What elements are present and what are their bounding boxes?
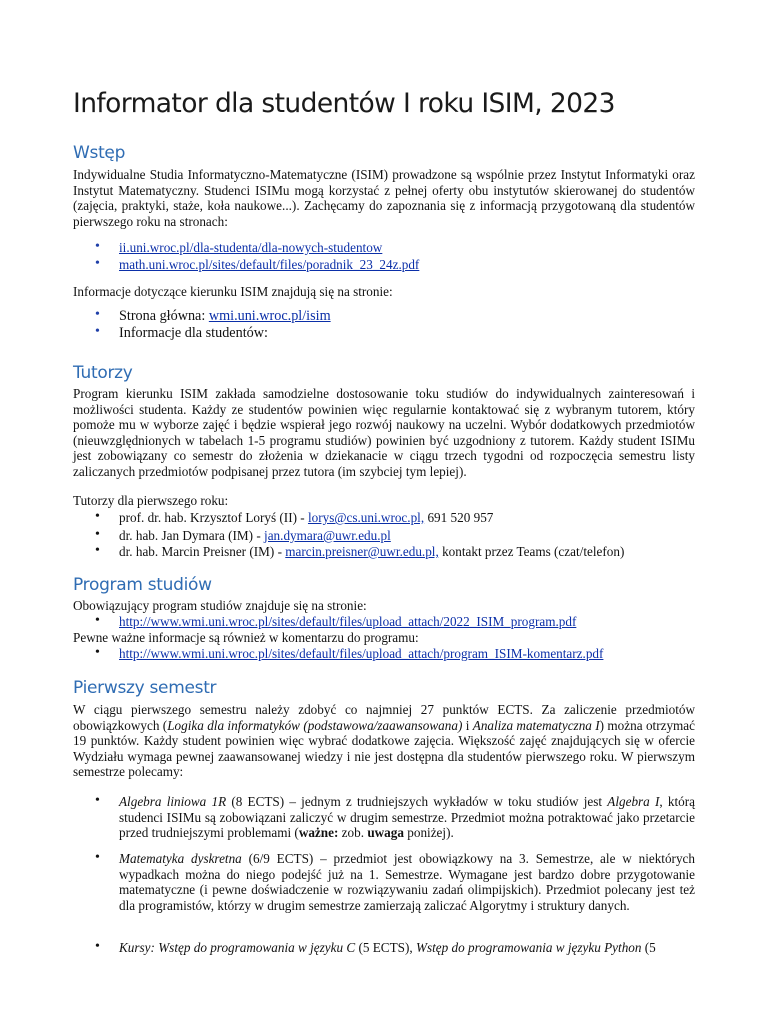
link-isim-home[interactable]: wmi.uni.wroc.pl/isim [208, 308, 331, 324]
course-item-programming: Kursy: Wstęp do programowania w języku C (5 ECTS), Wstęp do programowania w języku Python (5 [119, 940, 656, 955]
students-info-item: Informacje dla studentów: [119, 325, 268, 341]
bullet-icon: • [95, 793, 100, 808]
section-heading-tutorzy: Tutorzy [73, 363, 133, 383]
link-ii-new-students[interactable]: ii.uni.wroc.pl/dla-studenta/dla-nowych-studentow [119, 240, 383, 255]
bullet-icon: • [95, 543, 100, 558]
program-comment-line: Pewne ważne informacje są również w komentarzu do programu: [73, 630, 419, 645]
tutor-email-link[interactable]: marcin.preisner@uwr.edu.pl, [285, 544, 439, 559]
link-math-guide[interactable]: math.uni.wroc.pl/sites/default/files/poradnik_23_24z.pdf [119, 257, 420, 272]
home-page-item: Strona główna: wmi.uni.wroc.pl/isim [119, 308, 331, 324]
bullet-icon: • [95, 256, 100, 271]
bullet-icon: • [95, 509, 100, 524]
section-heading-wstep: Wstęp [73, 143, 126, 163]
bullet-icon: • [95, 307, 100, 322]
bullet-icon: • [95, 613, 100, 628]
semester-paragraph: W ciągu pierwszego semestru należy zdobyć co najmniej 27 punktów ECTS. Za zaliczenie przedmiotów obowiązkowych (Logika dla informatyków (podstawowa/zaawansowana) i Analiza matematyczna I) można otrzymać 19 punktów. Każdy student powinien więc wybrać dodatkowe zajęcia. Większość zajęć znajdujących się w ofercie Wydziału wymaga pewnej zaawansowanej wiedzy i nie jest dostępna dla studentów pierwszego roku. W pierwszym semestrze polecamy: [73, 702, 696, 780]
tutor-item: prof. dr. hab. Krzysztof Loryś (II) - lorys@cs.uni.wroc.pl, 691 520 957 [119, 510, 494, 525]
intro-paragraph: Indywidualne Studia Informatyczno-Matematyczne (ISIM) prowadzone są wspólnie przez Instytut Informatyki oraz Instytut Matematyczny. Studenci ISIMu mogą korzystać z pełnej oferty obu instytutów skierowanej do studentów (zajęcia, praktyki, staże, koła naukowe...). Zachęcamy do zapoznania się z informacją przygotowaną dla studentów pierwszego roku na stronach: [73, 167, 695, 229]
bullet-icon: • [95, 850, 100, 865]
tutor-item: dr. hab. Marcin Preisner (IM) - marcin.preisner@uwr.edu.pl, kontakt przez Teams (czat/telefon) [119, 544, 625, 559]
program-pdf-link[interactable]: http://www.wmi.uni.wroc.pl/sites/default/files/upload_attach/2022_ISIM_program.pdf [119, 614, 577, 629]
tutor-email-link[interactable]: jan.dymara@uwr.edu.pl [264, 528, 391, 543]
page-title: Informator dla studentów I roku ISIM, 2023 [73, 88, 615, 119]
course-item-algebra: Algebra liniowa 1R (8 ECTS) – jednym z trudniejszych wykładów w toku studiów jest Algebra I, którą studenci ISIMu są zobowiązani zaliczyć w drugim semestrze. Przedmiot można potraktować jako przetarcie przed trudniejszymi problemami (ważne: zob. uwaga poniżej). [119, 794, 695, 841]
section-heading-semestr: Pierwszy semestr [73, 678, 217, 698]
tutor-email-link[interactable]: lorys@cs.uni.wroc.pl, [307, 510, 425, 525]
bullet-icon: • [95, 527, 100, 542]
bullet-icon: • [95, 645, 100, 660]
bullet-icon: • [95, 939, 100, 954]
program-comment-link[interactable]: http://www.wmi.uni.wroc.pl/sites/default/files/upload_attach/program_ISIM-komentarz.pdf [119, 646, 604, 661]
tutor-item: dr. hab. Jan Dymara (IM) - jan.dymara@uwr.edu.pl [119, 528, 391, 543]
section-heading-program: Program studiów [73, 575, 212, 595]
tutors-list-intro: Tutorzy dla pierwszego roku: [73, 493, 229, 508]
program-line: Obowiązujący program studiów znajduje się na stronie: [73, 598, 367, 613]
bullet-icon: • [95, 324, 100, 339]
course-item-discrete-math: Matematyka dyskretna (6/9 ECTS) – przedmiot jest obowiązkowy na 3. Semestrze, ale w niektórych wypadkach można do niego podejść już na 1. Semestrze. Wymagane jest bardzo dobre przygotowanie matematyczne (i pewne doświadczenie w rozwiązywaniu zadań olimpijskich). Przedmiot polecany jest też dla programistów, którzy w drugim semestrze zamierzają zaliczać Algorytmy i struktury danych. [119, 851, 695, 913]
tutors-paragraph: Program kierunku ISIM zakłada samodzielne dostosowanie toku studiów do indywidualnych zainteresowań i możliwości studenta. Każdy ze studentów powinien więc regularnie kontaktować się z wybranym tutorem, który pomoże mu w wyborze zajęć i będzie wspierał jego rozwój naukowy na uczelni. Wybór dodatkowych przedmiotów (nieuwzględnionych w tabelach 1-5 programu studiów) powinien być uzgodniony z tutorem. Każdy student ISIMu jest zobowiązany co semestr do złożenia w dziekanacie w ciągu trzech tygodni od rozpoczęcia semestru listy zaliczanych przedmiotów podpisanej przez tutora (im szybciej tym lepiej). [73, 386, 695, 479]
bullet-icon: • [95, 239, 100, 254]
isim-info-line: Informacje dotyczące kierunku ISIM znajdują się na stronie: [73, 284, 393, 299]
